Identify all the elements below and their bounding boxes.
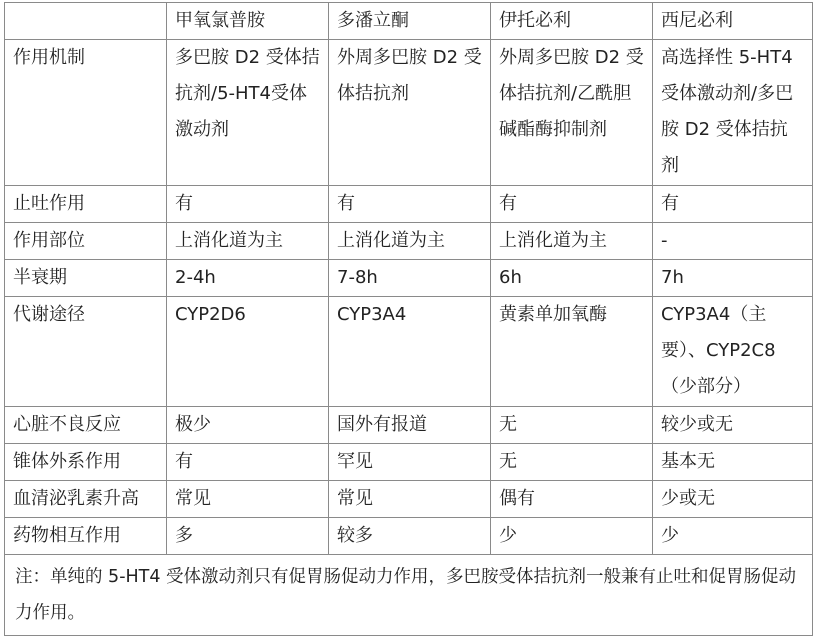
table-cell: 常见 (167, 481, 329, 518)
row-label: 药物相互作用 (5, 518, 167, 555)
table-row (5, 407, 813, 444)
table-cell: 基本无 (653, 444, 813, 481)
table-row (5, 186, 813, 223)
table-cell: 7h (653, 260, 813, 297)
table-row (5, 297, 813, 407)
table-cell: 无 (491, 444, 653, 481)
table-cell: 6h (491, 260, 653, 297)
table-row (5, 260, 813, 297)
header-cell-metoclopramide: 甲氧氯普胺 (167, 3, 329, 40)
row-label: 锥体外系作用 (5, 444, 167, 481)
table-cell: 偶有 (491, 481, 653, 518)
header-cell-domperidone: 多潘立酮 (329, 3, 491, 40)
row-label: 代谢途径 (5, 297, 167, 407)
row-label: 血清泌乳素升高 (5, 481, 167, 518)
comparison-table-container (4, 2, 813, 636)
drug-comparison-table (4, 2, 813, 636)
header-cell-cinitapride: 西尼必利 (653, 3, 813, 40)
row-label: 作用部位 (5, 223, 167, 260)
table-cell: 黄素单加氧酶 (491, 297, 653, 407)
table-cell: 少 (491, 518, 653, 555)
table-row (5, 223, 813, 260)
row-label: 心脏不良反应 (5, 407, 167, 444)
table-cell: 外周多巴胺 D2 受体拮抗剂 (329, 40, 491, 186)
table-cell: 罕见 (329, 444, 491, 481)
table-cell: 少 (653, 518, 813, 555)
table-cell: - (653, 223, 813, 260)
table-cell: 2-4h (167, 260, 329, 297)
table-cell: 外周多巴胺 D2 受体拮抗剂/乙酰胆碱酯酶抑制剂 (491, 40, 653, 186)
table-cell: 常见 (329, 481, 491, 518)
table-cell: 高选择性 5-HT4 受体激动剂/多巴胺 D2 受体拮抗剂 (653, 40, 813, 186)
header-cell-empty (5, 3, 167, 40)
table-row (5, 518, 813, 555)
table-cell: 上消化道为主 (329, 223, 491, 260)
table-cell: CYP2D6 (167, 297, 329, 407)
table-cell: 较少或无 (653, 407, 813, 444)
table-row (5, 40, 813, 186)
header-row (5, 3, 813, 40)
table-cell: 国外有报道 (329, 407, 491, 444)
table-cell: 多 (167, 518, 329, 555)
table-cell: 7-8h (329, 260, 491, 297)
row-label: 止吐作用 (5, 186, 167, 223)
table-row (5, 481, 813, 518)
table-cell: 少或无 (653, 481, 813, 518)
table-cell: 上消化道为主 (167, 223, 329, 260)
row-label: 作用机制 (5, 40, 167, 186)
table-cell: 有 (491, 186, 653, 223)
table-cell: CYP3A4（主要）、CYP2C8（少部分） (653, 297, 813, 407)
note-row (5, 555, 813, 636)
table-footnote: 注：单纯的 5-HT4 受体激动剂只有促胃肠促动力作用，多巴胺受体拮抗剂一般兼有止吐和促胃肠促动力作用。 (5, 555, 813, 636)
table-row (5, 444, 813, 481)
table-cell: 较多 (329, 518, 491, 555)
row-label: 半衰期 (5, 260, 167, 297)
table-cell: 有 (329, 186, 491, 223)
table-cell: 有 (653, 186, 813, 223)
table-cell: 有 (167, 444, 329, 481)
table-cell: 有 (167, 186, 329, 223)
table-cell: 无 (491, 407, 653, 444)
header-cell-itopride: 伊托必利 (491, 3, 653, 40)
table-cell: CYP3A4 (329, 297, 491, 407)
table-cell: 多巴胺 D2 受体拮抗剂/5-HT4受体激动剂 (167, 40, 329, 186)
table-cell: 上消化道为主 (491, 223, 653, 260)
table-cell: 极少 (167, 407, 329, 444)
